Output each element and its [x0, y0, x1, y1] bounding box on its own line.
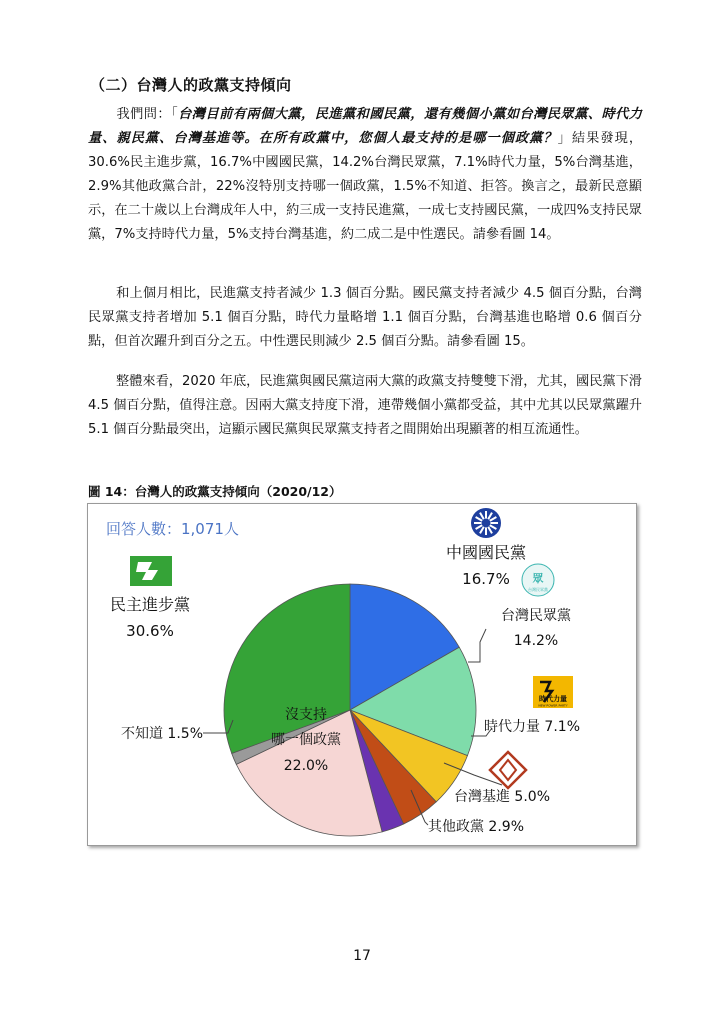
tpp-logo-icon — [522, 564, 554, 596]
kmt-name-label: 中國國民黨 — [445, 543, 527, 562]
figure-caption: 圖 14：台灣人的政黨支持傾向（2020/12） — [88, 484, 342, 499]
neutral-name-label-line2: 哪一個政黨 — [271, 732, 341, 748]
paragraph-1-prefix: 我們問：「 — [116, 107, 179, 122]
paragraph-3-text: 整體來看，2020 年底，民進黨與國民黨這兩大黨的政黨支持雙雙下滑，尤其，國民黨下滑 4.5 個百分點，值得注意。因兩大黨支持度下滑，連帶幾個小黨都受益，其中尤其以民眾黨躍升 5.1 個百分點最突出，這顯示國民黨與民眾黨支持者之間開始出現顯著的相互流通性。 — [88, 374, 642, 437]
other-parties-label: 其他政黨 2.9% — [427, 819, 525, 835]
paragraph-2-text: 和上個月相比，民進黨支持者減少 1.3 個百分點。國民黨支持者減少 4.5 個百分點，台灣民眾黨支持者增加 5.1 個百分點，時代力量略增 1.1 個百分點，台灣基進也略增 0.6 個百分點，但首次躍升到百分之五。中性選民則減少 2.5 個百分點。請參看圖 15。 — [88, 286, 642, 349]
tpp-logo-text: 台灣民眾黨 — [528, 587, 548, 592]
dpp-logo-icon — [130, 556, 172, 586]
tpp-logo-glyph: 眾 — [532, 572, 544, 585]
paragraph-1-suffix: 」結果發現，30.6%民主進步黨，16.7%中國國民黨，14.2%台灣民眾黨，7.1%時代力量，5%台灣基進，2.9%其他政黨合計，22%沒特別支持哪一個政黨，1.5%不知道、拒答。換言之，最新民意顯示，在二十歲以上台灣成年人中，約三成一支持民進黨，一成七支持國民黨，一成四%支持民眾黨，7%支持時代力量，5%支持台灣基進，約二成二是中性選民。請參看圖 14。 — [88, 131, 643, 242]
paragraph-3 — [88, 370, 642, 442]
page-number: 17 — [353, 948, 371, 964]
npp-logo-text: 時代力量 — [539, 695, 567, 703]
kmt-logo-center — [482, 519, 491, 528]
pie-chart — [88, 504, 638, 847]
paragraph-2 — [88, 282, 642, 354]
tpp-leader-line — [468, 629, 486, 662]
tsp-logo-inner — [500, 760, 516, 780]
neutral-name-label-line1: 沒支持 — [285, 707, 327, 723]
npp-logo-icon — [533, 676, 573, 708]
dpp-name-label: 民主進步黨 — [109, 595, 191, 614]
survey-question: 台灣目前有兩個大黨，民進黨和國民黨，還有幾個小黨如台灣民眾黨、時代力量、親民黨、台灣基進等。在所有政黨中，您個人最支持的是哪一個政黨？ — [88, 107, 642, 146]
tpp-name-label: 台灣民眾黨 — [501, 608, 571, 624]
tsp-label: 台灣基進 5.0% — [453, 789, 551, 805]
tpp-value-label: 14.2% — [513, 633, 559, 649]
paragraph-1 — [88, 103, 642, 247]
unknown-label: 不知道 1.5% — [120, 726, 204, 742]
respondent-count-label: 回答人數：1,071人 — [106, 520, 239, 538]
npp-logo-subtext: NEW POWER PARTY — [538, 703, 568, 708]
kmt-value-label: 16.7% — [462, 570, 510, 588]
section-heading: （二）台灣人的政黨支持傾向 — [90, 76, 292, 94]
kmt-logo-icon — [471, 508, 501, 538]
npp-label: 時代力量 7.1% — [483, 719, 581, 735]
dpp-value-label: 30.6% — [126, 622, 174, 640]
neutral-value-label: 22.0% — [283, 758, 329, 774]
pie-chart-frame — [87, 503, 637, 846]
